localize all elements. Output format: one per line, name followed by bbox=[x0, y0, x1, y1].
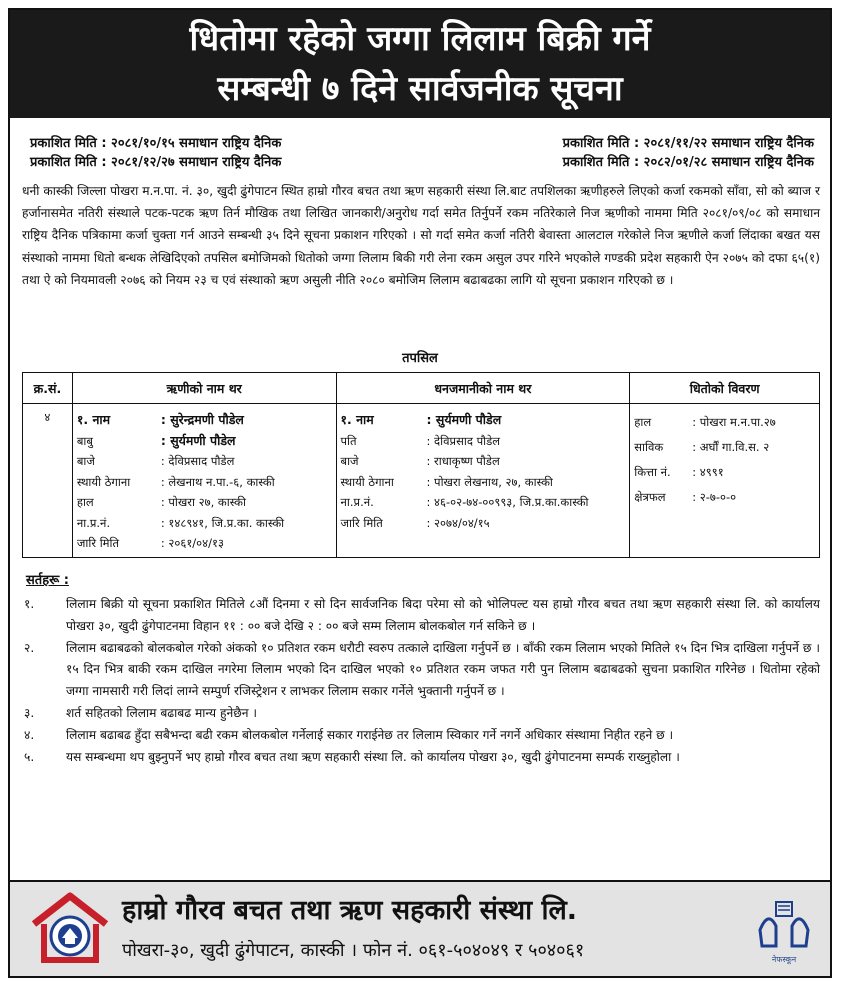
notice-title-line-2: सम्बन्धी ७ दिने सार्वजनीक सूचना bbox=[217, 69, 623, 109]
guarantor-issue-date-row bbox=[341, 513, 626, 534]
cooperative-federation-logo bbox=[752, 896, 816, 968]
header-guarantor: धनजमानीको नाम थर bbox=[336, 373, 630, 404]
term-text: लिलाम बिक्री यो सूचना प्रकाशित मितिले ८औं दिनमा र सो दिन सार्वजनिक बिदा परेमा सो को भोलिपल्ट यस हाम्रो गौरव बचत तथा ऋण सहकारी संस्था लि. को कार्यालय पोखरा ३०, खुदी ढुंगेपाटनमा विहान ११ : ०० बजे देखि २ : ०० बजे सम्म लिलाम बोलकबोल गर्न सकिने छ । bbox=[66, 597, 820, 633]
guarantor-grandfather: : राधाकृष्ण पौडेल bbox=[426, 454, 500, 468]
borrower-father-label: बाबु bbox=[76, 433, 93, 448]
guarantor-citizenship: : ४६-०२-७४-००९९३, जि.प्र.का.कास्की bbox=[426, 495, 589, 509]
tapsil-title: तपसिल bbox=[402, 351, 438, 366]
notice-frame bbox=[8, 8, 832, 978]
collateral-previous: : अर्घौं गा.वि.स. २ bbox=[692, 440, 770, 454]
collateral-area-label: क्षेत्रफल bbox=[634, 490, 666, 504]
publication-date-2: प्रकाशित मिति : २०८१/११/२२ समाधान राष्ट्रिय दैनिक bbox=[562, 136, 814, 151]
guarantor-spouse-label: पति bbox=[340, 433, 357, 448]
collateral-current: : पोखरा म.न.पा.२७ bbox=[692, 415, 776, 429]
borrower-permanent-address-row bbox=[77, 472, 332, 493]
borrower-current-address: : पोखरा २७, कास्की bbox=[160, 495, 246, 509]
borrower-citizenship: : १४८९४१, जि.प्र.का. कास्की bbox=[160, 515, 285, 530]
borrower-name-label: १. नाम bbox=[76, 412, 111, 427]
header-collateral: धितोको विवरण bbox=[630, 373, 820, 404]
guarantor-issue-date: : २०७४/०४/१५ bbox=[426, 515, 490, 530]
term-number: ३. bbox=[24, 705, 35, 720]
table-row bbox=[23, 404, 820, 558]
borrower-issue-date: : २०६१/०४/१३ bbox=[160, 536, 224, 550]
publication-row-2 bbox=[30, 153, 814, 172]
header-borrower: ऋणीको नाम थर bbox=[72, 373, 336, 404]
collateral-plot: : ४९९१ bbox=[692, 465, 724, 479]
guarantor-grandfather-label: बाजे bbox=[340, 454, 359, 468]
cell-sn: ४ bbox=[23, 404, 73, 558]
collateral-current-row bbox=[634, 410, 815, 435]
collateral-current-label: हाल bbox=[634, 415, 652, 429]
publication-date-3: प्रकाशित मिति : २०८१/१२/२७ समाधान राष्ट्रिय दैनिक bbox=[30, 155, 282, 170]
collateral-plot-label: कित्ता नं. bbox=[634, 465, 671, 479]
publication-dates bbox=[30, 134, 814, 172]
cell-guarantor bbox=[336, 404, 630, 558]
term-number: ५. bbox=[24, 749, 35, 764]
borrower-citizenship-row bbox=[77, 513, 332, 534]
notice-title-line-1: धितोमा रहेको जग्गा लिलाम बिक्री गर्ने bbox=[189, 19, 651, 59]
guarantor-citizenship-row bbox=[341, 492, 626, 513]
borrower-issue-date-row bbox=[77, 533, 332, 554]
borrower-grandfather-label: बाजे bbox=[76, 454, 95, 468]
term-text: लिलाम बढाबढ हुँदा सबैभन्दा बढी रकम बोलकबोल गर्नेलाई सकार गराईनेछ तर लिलाम स्विकार गर्ने नगर्ने अधिकार संस्थामा निहीत रहने छ । bbox=[66, 727, 674, 742]
publication-row-1 bbox=[30, 134, 814, 153]
list-item bbox=[22, 747, 820, 769]
hands-icon bbox=[754, 896, 814, 952]
guarantor-name-row bbox=[341, 410, 626, 431]
term-number: १. bbox=[24, 597, 35, 611]
borrower-permanent-address: : लेखनाथ न.पा.-६, कास्की bbox=[160, 474, 275, 489]
guarantor-grandfather-row bbox=[341, 451, 626, 472]
cell-collateral bbox=[630, 404, 820, 558]
borrower-name: : सुरेन्द्रमणी पौडेल bbox=[160, 412, 244, 427]
borrower-current-address-label: हाल bbox=[76, 495, 94, 509]
borrower-issue-date-label: जारि मिति bbox=[76, 536, 120, 550]
footer-band bbox=[10, 880, 830, 978]
term-text: लिलाम बढाबढको बोलकबोल गरेको अंकको १० प्रतिशत रकम धरौटी स्वरुप तत्काले दाखिला गर्नुपर्ने छ । बाँकी रकम लिलाम भएको मितिले १५ दिन भित्र दाखिला गर्नुपर्ने छ । १५ दिन भित्र बाकी रकम दाखिल नगरेमा लिलाम भएको दिन दाखिल भएको १० प्रतिशत रकम जफत गरी पुन लिलाम बढाबढको सुचना प्रकाशित गरिनेछ । धितोमा रहेको जग्गा नामसारी गरी लिदां लाग्ने सम्पुर्ण रजिस्ट्रेशन र लाभकर लिलाम सकार गर्नेले भुक्तानी गर्नुपर्ने छ । bbox=[66, 640, 820, 699]
guarantor-issue-date-label: जारि मिति bbox=[340, 515, 383, 530]
header-sn: क्र.सं. bbox=[23, 373, 73, 404]
table-header-row bbox=[23, 373, 820, 404]
coop-logo-caption: नेफस्कून bbox=[771, 955, 797, 964]
guarantor-spouse: : देविप्रसाद पौडेल bbox=[426, 433, 501, 448]
list-item bbox=[22, 725, 820, 747]
term-text: यस सम्बन्धमा थप बुझ्नुपर्ने भए हाम्रो गौरव बचत तथा ऋण सहकारी संस्था लि. को कार्यालय पोखरा ३०, खुदी ढुंगेपाटनमा सम्पर्क राख्नुहोला । bbox=[66, 749, 680, 764]
collateral-area-row bbox=[634, 485, 815, 510]
collateral-previous-label: साविक bbox=[634, 440, 664, 454]
borrower-grandfather: : देविप्रसाद पौडेल bbox=[160, 454, 235, 468]
guarantor-name: : सुर्यमणी पौडेल bbox=[426, 412, 502, 427]
list-item bbox=[22, 638, 820, 703]
publication-date-1: प्रकाशित मिति : २०८१/१०/१५ समाधान राष्ट्रिय दैनिक bbox=[30, 136, 282, 151]
borrower-permanent-address-label: स्थायी ठेगाना bbox=[76, 474, 131, 489]
cell-borrower bbox=[72, 404, 336, 558]
guarantor-citizenship-label: ना.प्र.नं. bbox=[340, 495, 374, 509]
guarantor-name-label: १. नाम bbox=[340, 412, 374, 427]
cooperative-house-logo bbox=[28, 890, 112, 966]
organization-name: हाम्रो गौरव बचत तथा ऋण सहकारी संस्था लि. bbox=[122, 895, 578, 926]
collateral-area: : २-७-०-० bbox=[692, 490, 737, 504]
list-item bbox=[22, 703, 820, 725]
intro-paragraph: धनी कास्की जिल्ला पोखरा म.न.पा. नं. ३०, खुदी ढुंगेपाटन स्थित हाम्रो गौरव बचत तथा ऋण सहकारी संस्था लि.बाट तपशिलका ऋणीहरुले लिएको कर्जा रकमको साँवा, सो को ब्याज र हर्जानासमेत नतिरी संस्थाले पटक-पटक ऋण तिर्न मौखिक तथा लिखित जानकारी/अनुरोध गर्दा समेत तिर्नुपर्ने रकम नतिरेकाले निज ऋणीको नाममा मिति २०८१/०९/०८ को समाधान राष्ट्रिय दैनिक पत्रिकामा कर्जा चुक्ता गर्न आउने सम्बन्धी ३५ दिने सूचना प्रकाशन गरिएको । सो गर्दा समेत कर्जा नतिरी बेवास्ता आलटाल गरेकोले निज ऋणीले कर्जा लिंदाका बखत यस संस्थाको नाममा धितो बन्धक लेखिदिएको तपसिल बमोजिमको धितोको जग्गा लिलाम बिकी गरी लेना रकम असुल उपर गरिने भएकोले गण्डकी प्रदेश सहकारी ऐन २०७५ को दफा ६५(१) तथा ऐ को नियमावली २०७६ को नियम २३ च एवं संस्थाको ऋण असुली नीति २०८० बमोजिम लिलाम बढाबढका लागि यो सूचना प्रकाशन गरिएको छ । bbox=[22, 184, 820, 287]
borrower-father: : सुर्यमणी पौडेल bbox=[160, 432, 236, 448]
terms-list bbox=[22, 594, 820, 768]
borrower-citizenship-label: ना.प्र.नं. bbox=[76, 515, 111, 530]
term-number: ४. bbox=[24, 727, 35, 742]
borrower-current-address-row bbox=[77, 492, 332, 513]
borrower-name-row bbox=[77, 410, 332, 431]
collateral-plot-row bbox=[634, 460, 815, 485]
term-number: २. bbox=[24, 640, 35, 655]
guarantor-permanent-address-row bbox=[341, 472, 626, 493]
notice-header bbox=[10, 10, 830, 118]
terms-title: सर्तहरू : bbox=[26, 573, 69, 588]
borrower-father-row bbox=[77, 431, 332, 452]
collateral-previous-row bbox=[634, 435, 815, 460]
publication-date-4: प्रकाशित मिति : २०८२/०१/२८ समाधान राष्ट्रिय दैनिक bbox=[562, 155, 814, 170]
guarantor-permanent-address: : पोखरा लेखनाथ, २७, कास्की bbox=[426, 474, 553, 489]
organization-address: पोखरा-३०, खुदी ढुंगेपाटन, कास्की । फोन नं. ०६१-५०४०४९ र ५०४०६१ bbox=[122, 940, 585, 961]
guarantor-spouse-row bbox=[341, 431, 626, 452]
term-text: शर्त सहितको लिलाम बढाबढ मान्य हुनेछैन । bbox=[66, 705, 258, 720]
borrower-grandfather-row bbox=[77, 451, 332, 472]
list-item bbox=[22, 594, 820, 638]
detail-table bbox=[22, 372, 820, 558]
guarantor-permanent-address-label: स्थायी ठेगाना bbox=[340, 474, 394, 489]
